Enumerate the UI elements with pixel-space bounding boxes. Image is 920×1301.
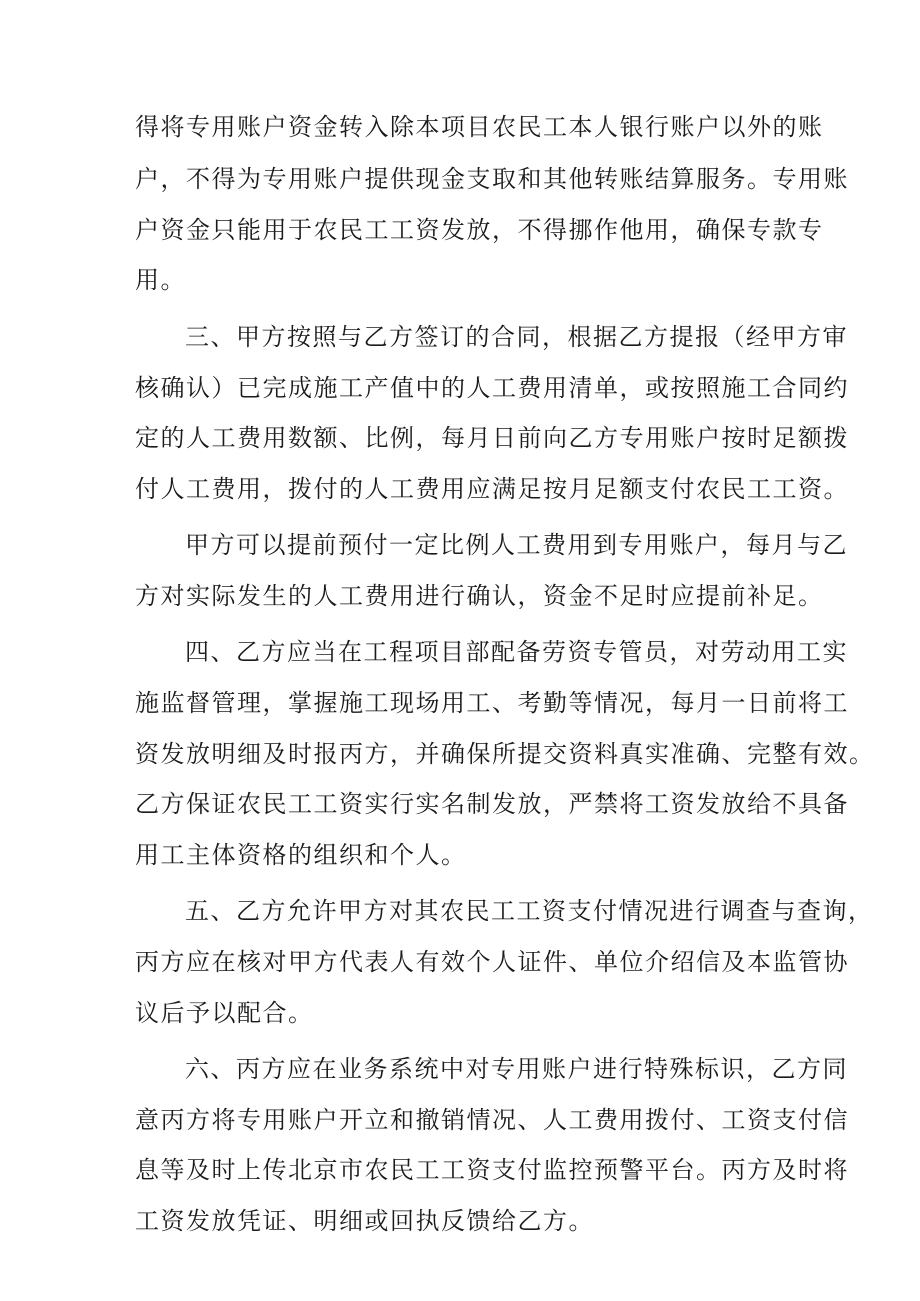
text-line: 方对实际发生的人工费用进行确认，资金不足时应提前补足。 (135, 582, 824, 610)
text-line: 定的人工费用数额、比例，每月日前向乙方专用账户按时足额拨 (135, 424, 849, 452)
text-line: 资发放明细及时报丙方，并确保所提交资料真实准确、完整有效。 (135, 740, 875, 768)
text-line: 付人工费用，拨付的人工费用应满足按月足额支付农民工工资。 (135, 475, 849, 503)
text-line: 六、丙方应在业务系统中对专用账户进行特殊标识，乙方同 (185, 1055, 848, 1083)
text-line: 意丙方将专用账户开立和撤销情况、人工费用拨付、工资支付信 (135, 1106, 849, 1134)
text-line: 户，不得为专用账户提供现金支取和其他转账结算服务。专用账 (135, 165, 849, 193)
text-line: 五、乙方允许甲方对其农民工工资支付情况进行调查与查询， (185, 897, 874, 925)
text-line: 甲方可以提前预付一定比例人工费用到专用账户，每月与乙 (185, 531, 848, 559)
text-line: 乙方保证农民工工资实行实名制发放，严禁将工资发放给不具备 (135, 790, 849, 818)
text-line: 工资发放凭证、明细或回执反馈给乙方。 (135, 1207, 594, 1235)
text-line: 施监督管理，掌握施工现场用工、考勤等情况，每月一日前将工 (135, 689, 849, 717)
text-line: 得将专用账户资金转入除本项目农民工本人银行账户以外的账 (135, 113, 824, 141)
text-line: 核确认）已完成施工产值中的人工费用清单，或按照施工合同约 (135, 374, 849, 402)
text-line: 息等及时上传北京市农民工工资支付监控预警平台。丙方及时将 (135, 1156, 849, 1184)
text-line: 三、甲方按照与乙方签订的合同，根据乙方提报（经甲方审 (185, 323, 848, 351)
text-line: 丙方应在核对甲方代表人有效个人证件、单位介绍信及本监管协 (135, 948, 849, 976)
text-line: 用。 (135, 266, 186, 294)
text-line: 四、乙方应当在工程项目部配备劳资专管员，对劳动用工实 (185, 638, 848, 666)
text-line: 户资金只能用于农民工工资发放，不得挪作他用，确保专款专 (135, 216, 824, 244)
text-line: 议后予以配合。 (135, 999, 314, 1027)
text-line: 用工主体资格的组织和个人。 (135, 841, 467, 869)
